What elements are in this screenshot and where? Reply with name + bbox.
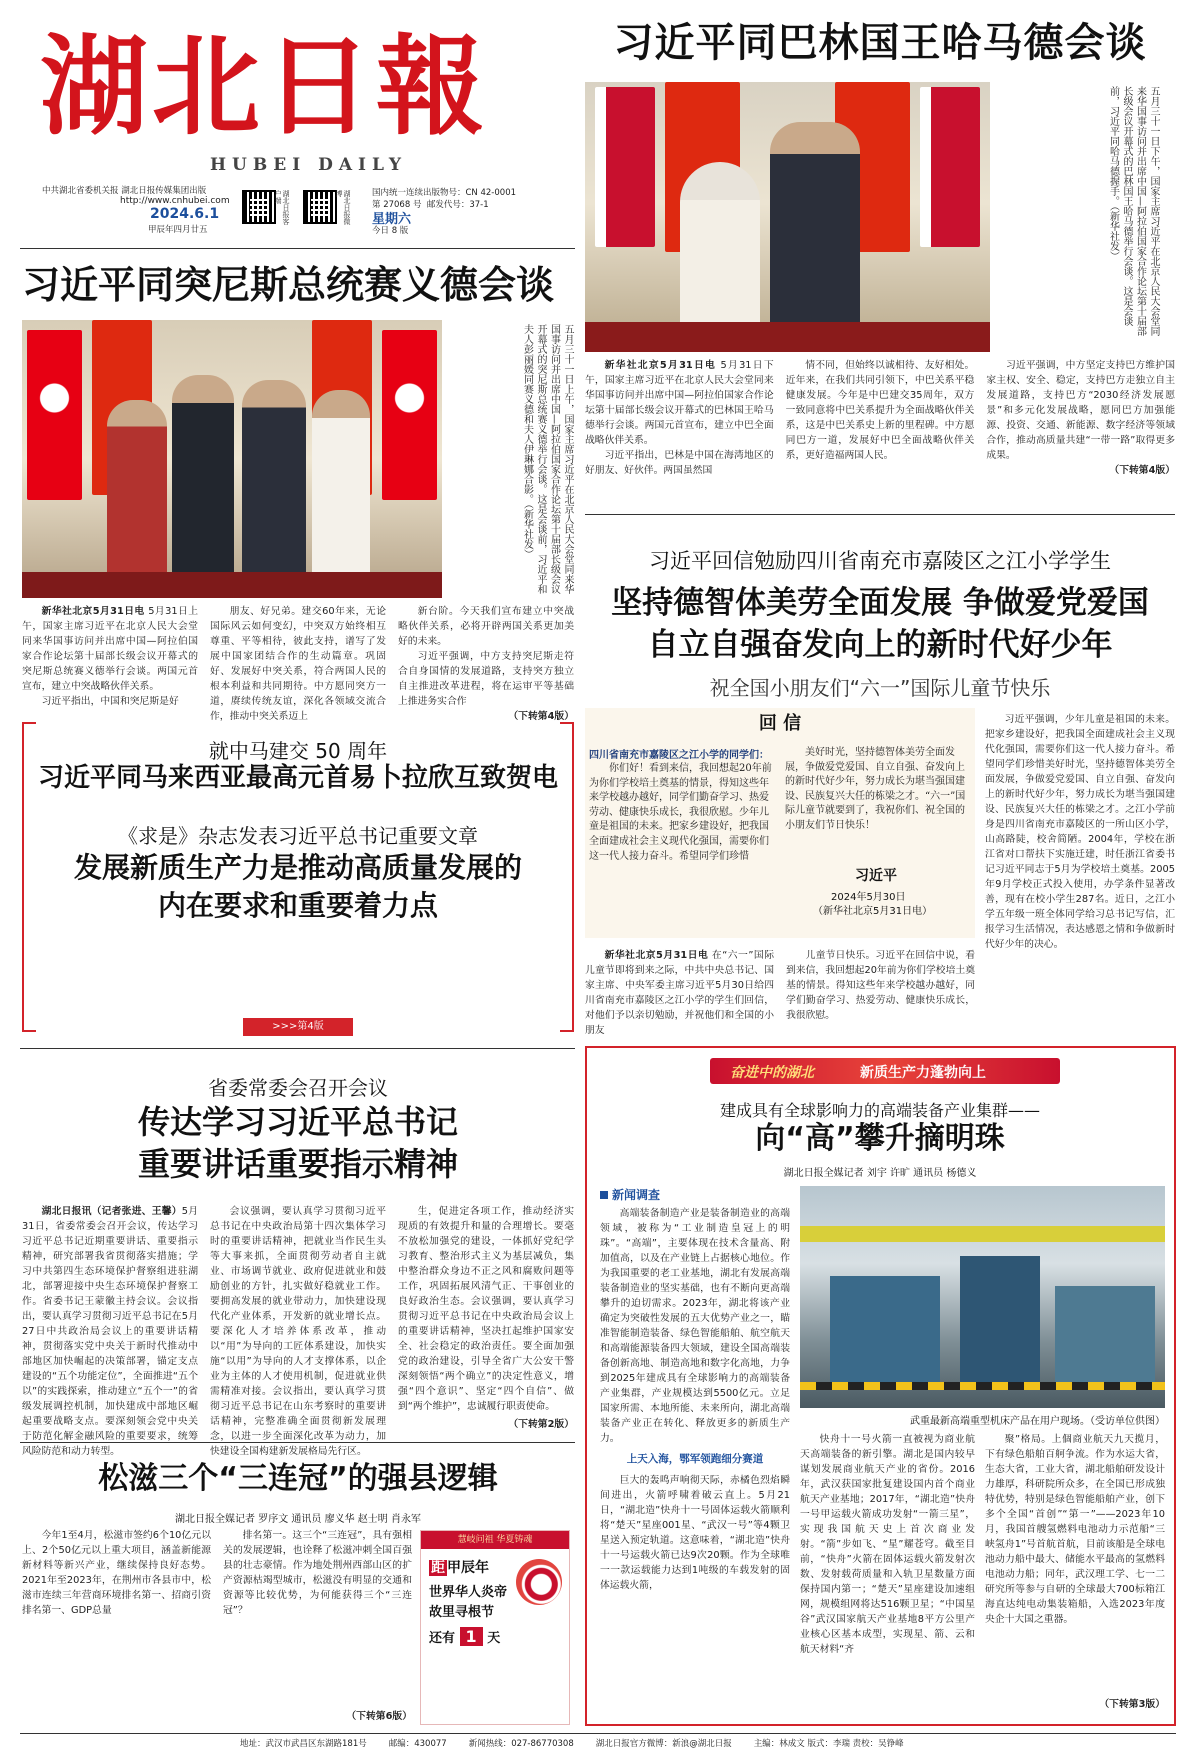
news-survey-icon (600, 1191, 608, 1199)
letter-title: 回 信 (758, 713, 802, 734)
crane-beam (800, 1226, 1165, 1242)
qr-code-app[interactable] (242, 190, 276, 224)
footer-weibo: 湖北日报官方微博：新浪@湖北日报 (595, 1739, 732, 1749)
ad-countdown-number: 1 (460, 1627, 483, 1646)
footer-address: 地址：武汉市武昌区东湖路181号 (240, 1739, 367, 1749)
tunisia-headline[interactable]: 习近平同突尼斯总统赛义德会谈 (22, 263, 555, 307)
tunisia-col1b: 习近平指出，中国和突尼斯是好 (41, 696, 179, 707)
letter-col1: 你们好！看到来信，我回想起20年前为你们学校培土奠基的情景，得知这些年来学校越办越好，同学们勤奋学习、热爱劳动、健康快乐成长，我很欣慰。少年儿童是祖国的未来。把家乡建设好，把我国全面建成社会主义现代化强国，需要你们这一代人接力奋斗。希望同学们珍惜 (589, 763, 772, 862)
songzi-body (22, 1528, 412, 1728)
machine-1 (830, 1276, 940, 1386)
letter-salutation: 四川省南充市嘉陵区之江小学的同学们： (589, 750, 769, 761)
feature-right-column (985, 1432, 1165, 1716)
tunisia-col2: 朋友、好兄弟。建交60年来，无论国际风云如何变幻，中突双方始终相互尊重、平等相待，彼此支持，谱写了发展中国家团结合作的生动篇章。巩固好、发展好中突关系，符合两国人民的根本利益和共同期待。中方愿同突方一道，赓续传统友谊，深化各领域交流合作，推动中突关系迈上 (210, 606, 386, 722)
person-4 (312, 390, 370, 590)
machine-3 (1055, 1286, 1155, 1386)
feature-byline: 湖北日报全媒记者 刘宇 许旷 通讯员 杨德义 (783, 1168, 977, 1179)
songzi-byline: 湖北日报全媒记者 罗序文 通讯员 廖义华 赵士明 肖永军 (175, 1514, 421, 1525)
person-1 (107, 400, 167, 590)
qr-label-app: 湖北日报客户端 (274, 190, 290, 225)
songzi-divider (20, 1442, 575, 1443)
ad-line4-b: 天 (487, 1631, 501, 1646)
letter-dateline: 新华社北京5月31日电 (604, 950, 709, 961)
letter-right-column: 习近平强调，少年儿童是祖国的未来。把家乡建设好，把我国全面建成社会主义现代化强国，需要你们这一代人接力奋斗。希望同学们珍惜美好时光，坚持德智体美劳全面发展，争做爱党爱国、自立自强、奋发向上的新时代好少年，努力成长为堪当强国建设、民族复兴大任的栋梁之才。之江小学前身是四川省南充市嘉陵区的一所山区小学，山高路陡，校舍简陋。2004年，学校在浙江省对口帮扶下实施迁建，时任浙江省委书记习近平同志于5月为学校培土奠基。2005年9月学校正式投入使用，办学条件显著改善，现有在校小学生287名。近日，之江小学五年级一班全体同学给习总书记写信，汇报学习生活情况，表达感恩之情和争做新时代好少年的决心。 (985, 714, 1175, 950)
qiushi-headline-1[interactable]: 发展新质生产力是推动高质量发展的 (73, 851, 522, 884)
bahrain-caption-credit: （新华社发） (1107, 206, 1119, 261)
feature-left-subhead: 上天入海，鄂军领跑细分赛道 (626, 1453, 764, 1465)
masthead-postcode: 邮发代号：37-1 (426, 200, 489, 210)
feature-continue[interactable]: （下转第3版） (1099, 1699, 1165, 1710)
feature-banner-a: 奋进中的湖北 (730, 1065, 814, 1081)
bahrain-dateline: 新华社北京5月31日电 (604, 360, 717, 371)
ad-line2: 世界华人炎帝 (429, 1585, 508, 1600)
ad-line1-red: 距 (431, 1560, 445, 1576)
letter-bottom-col1: 在“六一”国际儿童节即将到来之际，中共中央总书记、国家主席、中央军委主席习近平5月30日给四川省南充市嘉陵区之江小学的学生们回信，对他们予以亲切勉励，并祝他们和全国的小朋友 (585, 950, 774, 1036)
masthead-lunar: 甲辰年四月廿五 (148, 225, 208, 235)
ad-line1-text: 甲辰年 (447, 1560, 489, 1576)
qiushi-kicker: 《求是》杂志发表习近平总书记重要文章 (118, 824, 478, 848)
carpet (585, 322, 990, 352)
feature-left-text: 高端装备制造产业是装备制造业的高端领域，被称为“工业制造皇冠上的明珠”。“高端”，主要体现在技术含量高、附加值高，以及在产业链上占据核心地位。作为我国重要的老工业基地，湖北有发展高端装备制造业的坚实基础，也有不断向更高端攀升的迫切需求。2023年，湖北将该产业确定为突破性发展的五大优势产业之一，瞄准智能制造装备、绿色智能船舶、航空航天和高端能源装备四大领域，建设全国高端装备创新高地、制造高地和数字化高地，力争到2025年建成具有全球影响力的高端装备产业集群，产业规模达到5500亿元。立足国家所需、本地所能、未来所向，湖北高端装备产业正在转化、释放更多的新质生产力。 (600, 1208, 790, 1444)
ad-top-strip: 慧岐问祖 华夏铸魂 (421, 1531, 569, 1549)
feature-right-text: 聚”格局。上個商业航天九天揽月，下有绿色船舶百舸争流。作为水运大省，生态大省，工业大省，湖北船舶研发设计力雄厚，科研院所众多，在全国已形成独特优势，特别是绿色智能船舶产业，创下多个全国“首创”“第一”——2023年10月，我国首艘氢燃料电池动力示范船“三峡氢舟1”号首航首航，目前该船是全球电池动力船中最大、储能水平最高的氢燃料电池动力船；同年，武汉理工学、七一二研究所等参与自研的全球最大700标箱江海直达纯电动集装箱船，入选2023年度央企十大国之重器。 (985, 1434, 1165, 1625)
malaysia-headline[interactable]: 习近平同马来西亚最高元首易卜拉欣互致贺电 (37, 763, 558, 793)
bahrain-col1b: 习近平指出，巴林是中国在海湾地区的好朋友、好伙伴。两国虽然国 (585, 450, 774, 476)
letter-sign-date: 2024年5月30日 (831, 892, 906, 903)
qiushi-jump[interactable]: >>>第4版 (243, 1018, 353, 1036)
feature-mid-column: 快舟十一号火箭一直被视为商业航天高端装备的新引擎。湖北是国内较早谋划发展商业航天产业的省份。2016年，武汉获国家批复建设国内首个商业航天产业基地；2017年，“湖北造”快舟一号甲运载火箭成功发射“一箭三星”，实现我国航天史上首次商业发射。“箭”步如飞、“星”耀苍穹。截至目前，“快舟”火箭在固体运载火箭发射次数、发射载荷质量和入轨卫星数量方面保持国内第一；“楚天”星座建设加速组网，规模组网将达516颗卫星；“中国星谷”武汉国家航天产业基地8平方公里产业核心区基本成型，实现星、箭、云和航天材料“齐 (800, 1434, 975, 1655)
ad-line4 (429, 1627, 500, 1646)
news-survey-text: 新闻调查 (612, 1188, 661, 1202)
footer-hotline: 新闻热线：027-86770308 (468, 1739, 574, 1749)
middle-box-corner-tl (22, 722, 36, 724)
malaysia-kicker: 就中马建交 50 周年 (208, 739, 388, 763)
lower-divider (20, 1048, 575, 1049)
footer-editor: 主编：林成文 版式：李瑞 责校：吴铮峰 (753, 1739, 904, 1749)
tunisia-flag-right (382, 330, 437, 500)
bahrain-photo-caption (995, 86, 1160, 336)
tunisia-flag-left (27, 330, 82, 500)
tunisia-photo (22, 320, 442, 598)
tunisia-body (22, 604, 574, 722)
letter-headline-1[interactable]: 坚持德智体美劳全面发展 争做爱党爱国 (611, 585, 1149, 621)
masthead-issn: 国内统一连续出版物号：CN 42-0001 (372, 188, 517, 198)
ad-line1 (429, 1557, 489, 1577)
letter-headline-2[interactable]: 自立自强奋发向上的新时代好少年 (647, 627, 1113, 663)
yandi-ad[interactable] (420, 1530, 570, 1725)
committee-kicker: 省委常委会召开会议 (208, 1076, 388, 1100)
letter-col2: 美好时光，坚持德智体美劳全面发展，争做爱党爱国、自立自强、奋发向上的新时代好少年，努力成长为堪当强国建设、民族复兴大任的栋梁之才。“六一”国际儿童节就要到了，我祝你们、祝全国的小朋友们节日快乐！ (785, 747, 966, 831)
ad-line3: 故里寻根节 (429, 1605, 495, 1620)
letter-divider (585, 514, 1175, 515)
footer-zip: 邮编：430077 (388, 1739, 447, 1749)
letter-signature: 习近平 (855, 868, 897, 884)
bahrain-caption-text: 五月三十一日下午，国家主席习近平在北京人民大会堂同来华国事访问并出席中国—阿拉伯国家合作论坛第十届部长级会议开幕式的巴林国王哈马德举行会谈。这是会谈前，习近平同哈马德握手。 (1107, 86, 1159, 336)
bahrain-col1: 5月31日下午，国家主席习近平在北京人民大会堂同来华国事访问并出席中国—阿拉伯国家合作论坛第十届部长级会议开幕式的巴林国王哈马德举行会谈。两国元首宣布，建立中巴全面战略伙伴关系。 (585, 360, 774, 446)
masthead-org: 中共湖北省委机关报 湖北日报传媒集团出版 (42, 186, 207, 196)
tunisia-carpet (22, 572, 442, 598)
bahrain-flag-right (920, 87, 980, 247)
tunisia-continue[interactable]: （下转第4版） (508, 711, 574, 722)
committee-col1: 5月31日，省委常委会召开会议，传达学习习近平总书记近期重要讲话、重要指示精神，研究部署我省贯彻落实措施；学习中共第四生态环境保护督察组进驻湖北，部署迎接中央生态环境保护督察工作。省委书记王蒙徽主持会议。会议指出，要认真学习贯彻习近平总书记在5月27日中共政治局会议上的重要讲话精神，贯彻落实党中央关于新时代推动中部地区加快崛起的决策部署，锚定支点建设的“五个功能定位”，全面推进“五个以”的实践探索，推动建立“五个一”的省级发展调控机制，加快建成中部地区崛起重要战略支点。要深刻领会党中央关于防范化解金融风险的重要要求，统筹风险防范和动力转型。 (22, 1206, 199, 1457)
tunisia-col1: 5月31日上午，国家主席习近平在北京人民大会堂同来华国事访问并出席中国—阿拉伯国家合作论坛第十届部长级会议开幕式的突尼斯总统赛义德举行会谈。两国元首宣布，建立中突战略伙伴关系。 (22, 606, 199, 692)
middle-box-corner-br (560, 1030, 574, 1032)
committee-headline-1[interactable]: 传达学习习近平总书记 (137, 1103, 458, 1141)
bahrain-col2: 情不同，但始终以诚相待、友好相处。近年来，在我们共同引领下，中巴关系平稳健康发展。今年是中巴建交35周年，双方一致同意将中巴关系提升为全面战略伙伴关系，这是中巴关系史上新的里程碑。中方愿同巴方一道，发展好中巴全面战略伙伴关系，更好造福两国人民。 (785, 360, 975, 461)
masthead-divider (20, 248, 575, 249)
committee-continue[interactable]: （下转第2版） (508, 1419, 574, 1430)
masthead-logo: 湖北日報 (40, 24, 489, 150)
qr-label-weibo: 湖北日报微博 (335, 190, 351, 225)
machine-2 (960, 1256, 1040, 1386)
tunisia-col3: 新台阶。今天我们宣布建立中突战略伙伴关系，必将开辟两国关系更加美好的未来。 (398, 606, 574, 647)
masthead-weekday: 星期六 (372, 212, 412, 227)
factory-photo (800, 1186, 1165, 1408)
letter-bottom-col2: 儿童节日快乐。习近平在回信中说，看到来信，我回想起20年前为你们学校培土奠基的情景。得知这些年来学校越办越好，同学们勤奋学习、热爱劳动、健康快乐成长，我很欣慰。 (786, 950, 975, 1021)
qr-code-weibo[interactable] (303, 190, 337, 224)
committee-body (22, 1204, 574, 1457)
tunisia-caption-text: 五月三十一日上午，国家主席习近平在北京人民大会堂同来华国事访问并出席中国—阿拉伯国家合作论坛第十届部长级会议开幕式的突尼斯总统赛义德举行会谈。这是会谈前，习近平和夫人彭丽媛同赛义德和夫人伊琳娜合影。 (521, 324, 573, 594)
tunisia-col3b: 习近平强调，中方支持突尼斯走符合自身国情的发展道路，支持突方独立自主推进改革进程，将在运审平等基础上推进务实合作 (398, 651, 574, 707)
feature-banner (710, 1058, 1060, 1084)
bahrain-flag-left (595, 87, 655, 247)
feature-kicker: 建成具有全球影响力的高端装备产业集群—— (719, 1101, 1040, 1120)
person-xi (770, 122, 860, 352)
committee-col2: 会议强调，要认真学习贯彻习近平总书记在中央政治局第十四次集体学习时的重要讲话精神，把就业当作民生头等大事来抓，全面贯彻劳动者自主就业、市场调节就业、政府促进就业和鼓励创业的方针，扎实做好稳就业工作。要拥高发展的就业带动力，加快建设现代化产业体系，开发新的就业增长点。要深化人才培养体系改革，推动以“用”为导向的工匠体系建设，加快实施“以用”为导向的人才支撑体系，以企业为主体的人才使用机制，促进就业供需精准对接。会议指出，要认真学习贯彻习近平总书记在山东考察时的重要讲话精神，完整准确全面贯彻新发展理念，以进一步全面深化改革为动力，加快建设全国构建新发展格局先行区。 (210, 1206, 386, 1457)
committee-headline-2[interactable]: 重要讲话重要指示精神 (137, 1145, 458, 1183)
masthead-subtitle: HUBEI DAILY (210, 155, 407, 175)
tunisia-caption-credit: （新华社发） (521, 504, 533, 559)
bahrain-body (585, 358, 1175, 506)
committee-dateline: 湖北日报讯（记者张进、王馨） (41, 1206, 182, 1217)
ad-line4-a: 还有 (429, 1631, 456, 1646)
masthead-date: 2024.6.1 (150, 206, 220, 222)
news-survey-label (600, 1186, 660, 1203)
masthead-site: http://www.cnhubei.com (120, 196, 230, 206)
footer-rule (20, 1733, 1176, 1734)
songzi-col1: 今年1至4月，松滋市签约6个10亿元以上、2个50亿元以上重大项目，涵盖新能源新材料等新兴产业，继续保持良好态势。2021年至2023年，在荆州市各县市中，松滋市连续三年营商环境排名第一、招商引资排名第一、GDP总量 (22, 1530, 211, 1616)
letter-bottom (585, 948, 975, 1036)
person-2 (172, 375, 234, 590)
middle-box-corner-tr (560, 722, 574, 724)
person-3 (242, 380, 306, 590)
songzi-continue[interactable]: （下转第6版） (346, 1711, 412, 1722)
letter-kicker: 习近平回信勉励四川省南充市嘉陵区之江小学学生 (649, 549, 1111, 573)
machine-stripe (800, 1382, 1165, 1390)
committee-col3: 生，促进定各项工作，推动经济实现质的有效提升和量的合理增长。要毫不放松加强党的建设，一体抓好党纪学习教育、整治形式主义为基层减负，集中整治群众身边不正之风和腐败问题等工作，巩固拓展风清气正、干事创业的良好政治生态。会议强调，要认真学习贯彻习近平总书记在中央政治局会议上的重要讲话精神，坚决扛起维护国家安全、社会稳定的政治责任。要全面加强党的政治建设，引导全省广大公安干警深刻领悟“两个确立”的决定性意义，增强“四个意识”、坚定“四个自信”、做到“两个维护”，忠诚履行职责使命。 (398, 1206, 574, 1412)
qiushi-headline-2[interactable]: 内在要求和重要着力点 (157, 889, 438, 922)
masthead-issue-number: 第 27068 号 (372, 200, 422, 210)
masthead-pages: 今日 8 版 (372, 226, 409, 236)
letter-panel (585, 708, 975, 938)
feature-headline[interactable]: 向“高”攀升摘明珠 (755, 1121, 1005, 1156)
letter-sign-source: （新华社北京5月31日电） (813, 906, 933, 917)
ad-emblem-icon (516, 1559, 562, 1605)
middle-box-corner-bl (22, 1030, 36, 1032)
letter-subtitle: 祝全国小朋友们“六一”国际儿童节快乐 (709, 676, 1051, 700)
songzi-col2: 排名第一。这三个“三连冠”，具有强相关的发展逻辑，也诠释了松滋冲刺全国百强县的壮志豪情。作为地处荆州西部山区的扩产资源枯竭型城市，松滋没有明显的交通和资源等比较优势，为何能获得三个“三连冠”？ (223, 1530, 412, 1616)
feature-left-column (600, 1206, 790, 1716)
bahrain-continue[interactable]: （下转第4版） (1109, 465, 1176, 476)
feature-banner-b: 新质生产力蓬勃向上 (860, 1065, 986, 1081)
bahrain-photo (585, 82, 990, 352)
songzi-headline[interactable]: 松滋三个“三连冠”的强县逻辑 (98, 1461, 498, 1496)
footer (240, 1737, 1180, 1749)
feature-left-text-2: 巨大的轰鸣声响彻天际，赤橘色烈焰瞬间进出，火箭呼啸着破云直上。5月21日，“湖北造”快舟十一号固体运载火箭顺利将“楚天”星座001星、“武汉一号”等4颗卫星送入预定轨道。这意味着，“湖北造”快舟十一号运载火箭已达9次20颗。作为全球唯一一款运载能力达到1吨级的车载发射的固体运载火箭， (600, 1475, 790, 1591)
bahrain-headline[interactable]: 习近平同巴林国王哈马德会谈 (613, 20, 1147, 66)
tunisia-dateline: 新华社北京5月31日电 (41, 606, 145, 617)
factory-photo-caption: 武重最新高端重型机床产品在用户现场。（受访单位供图） (910, 1416, 1165, 1427)
bahrain-col3: 习近平强调，中方坚定支持巴方维护国家主权、安全、稳定，支持巴方走独立自主发展道路，支持巴方“2030经济发展愿景”和多元化发展战略，愿同巴方加强能源、投资、交通、新能源、数字经济等领域合作，推动高质量共建“一带一路”取得更多成果。 (986, 360, 1176, 461)
tunisia-photo-caption (448, 324, 574, 594)
